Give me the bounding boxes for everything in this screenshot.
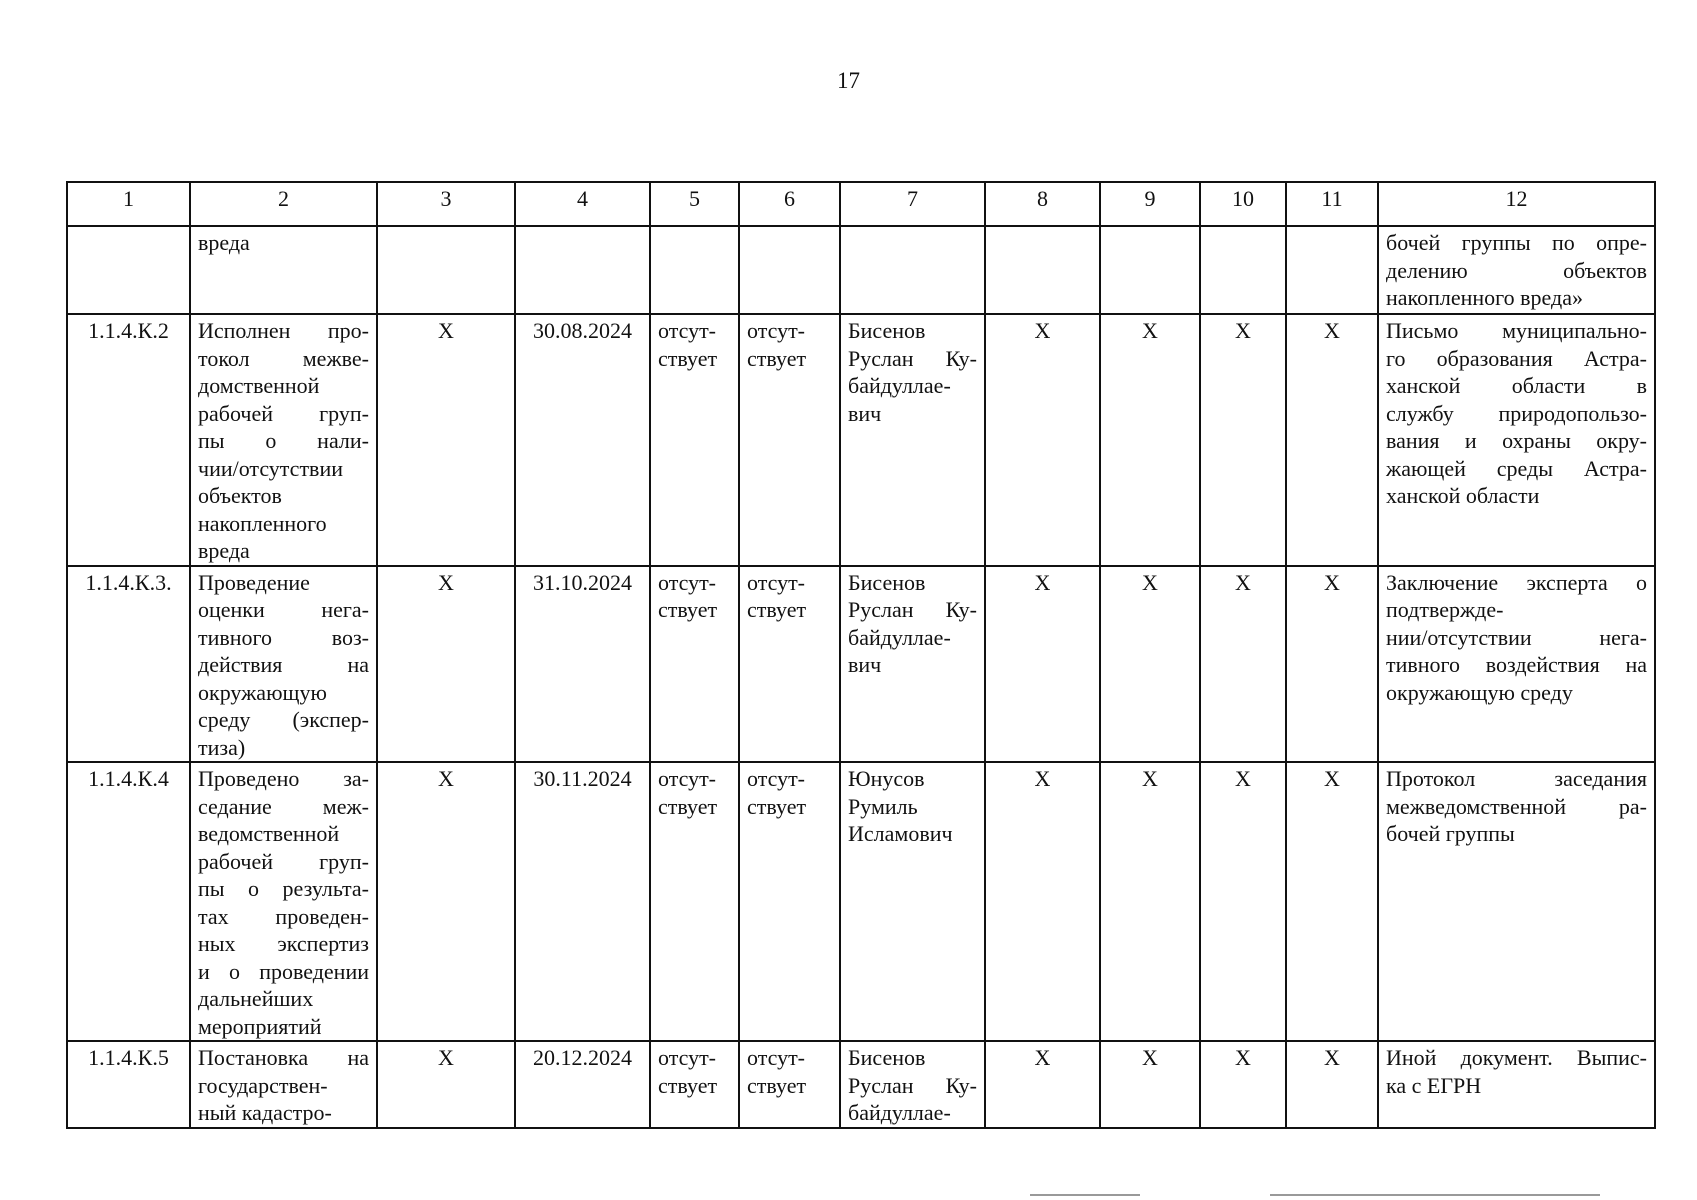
document-table xyxy=(66,181,1656,1129)
cell-line: окружающую среду xyxy=(1386,679,1573,705)
cell-line: ствует xyxy=(747,597,807,622)
cell-line: мероприятий xyxy=(198,1013,322,1039)
header-cell-3: 3 xyxy=(377,182,515,226)
cell-line: государствен- xyxy=(198,1072,328,1098)
cell-document xyxy=(1378,566,1655,763)
cell-line: Исламович xyxy=(848,821,953,846)
cell-line: чии/отсутствии xyxy=(198,455,343,481)
cell-code xyxy=(67,1041,190,1128)
cell-col10 xyxy=(1200,762,1286,1041)
cell-line: рабочей груп- xyxy=(198,848,369,874)
scan-artifact xyxy=(1270,1194,1600,1196)
cell-col10 xyxy=(1200,226,1286,314)
cell-line: ствует xyxy=(658,793,718,819)
cell-line: ствует xyxy=(747,1072,807,1098)
cell-line: седание меж- xyxy=(198,793,369,819)
header-cell-6: 6 xyxy=(739,182,840,226)
table-row xyxy=(67,566,1655,763)
cell-text: X xyxy=(1324,569,1340,595)
cell-line: Проведено за- xyxy=(198,766,369,791)
cell-text: X xyxy=(1034,766,1051,791)
cell-line: го образования Астра- xyxy=(1386,345,1647,371)
cell-line: отсут- xyxy=(747,318,806,343)
cell-line: ствует xyxy=(658,597,718,622)
cell-col5 xyxy=(650,1041,739,1128)
cell-line: накопленного xyxy=(198,510,327,536)
cell-line: Проведение xyxy=(198,569,310,595)
cell-col3 xyxy=(377,226,515,314)
cell-col6 xyxy=(739,762,840,1041)
cell-text: X xyxy=(1142,569,1158,595)
cell-col6 xyxy=(739,314,840,566)
cell-line: байдуллае- xyxy=(848,624,951,650)
cell-text: 31.10.2024 xyxy=(533,569,632,595)
cell-person xyxy=(840,1041,985,1128)
cell-line: Протокол заседания xyxy=(1386,766,1647,791)
cell-line: бочей группы по опре- xyxy=(1386,230,1647,255)
cell-date xyxy=(515,314,650,566)
cell-line: отсут- xyxy=(747,1045,806,1070)
cell-line: рабочей груп- xyxy=(198,400,369,426)
cell-text: X xyxy=(1034,569,1051,595)
cell-text: X xyxy=(1324,1045,1340,1070)
cell-document xyxy=(1378,762,1655,1041)
cell-date xyxy=(515,762,650,1041)
cell-text: X xyxy=(1235,318,1251,343)
cell-line: окружающую xyxy=(198,679,327,705)
cell-text: X xyxy=(1034,318,1051,343)
cell-line: токол межве- xyxy=(198,345,369,371)
cell-person xyxy=(840,226,985,314)
cell-person xyxy=(840,762,985,1041)
cell-line: оценки нега- xyxy=(198,597,369,622)
header-cell-5: 5 xyxy=(650,182,739,226)
cell-line: Бисенов xyxy=(848,1045,926,1070)
cell-col9 xyxy=(1100,1041,1200,1128)
cell-line: среду (экспер- xyxy=(198,707,369,732)
cell-col9 xyxy=(1100,314,1200,566)
cell-name xyxy=(190,762,377,1041)
cell-text: X xyxy=(1324,766,1340,791)
cell-line: объектов xyxy=(198,483,282,508)
cell-line: ханской области в xyxy=(1386,373,1647,398)
cell-name xyxy=(190,226,377,314)
cell-text: 1.1.4.К.2 xyxy=(88,318,169,343)
cell-line: Иной документ. Выпис- xyxy=(1386,1045,1647,1070)
cell-line: отсут- xyxy=(747,766,806,791)
cell-col5 xyxy=(650,566,739,763)
cell-line: Руслан Ку- xyxy=(848,345,977,371)
cell-line: байдуллае- xyxy=(848,1100,951,1125)
cell-col11 xyxy=(1286,1041,1378,1128)
header-cell-7: 7 xyxy=(840,182,985,226)
cell-code xyxy=(67,314,190,566)
cell-document xyxy=(1378,226,1655,314)
cell-name xyxy=(190,314,377,566)
cell-line: отсут- xyxy=(658,318,717,343)
header-cell-9: 9 xyxy=(1100,182,1200,226)
cell-line: Письмо муниципально- xyxy=(1386,318,1647,343)
cell-line: ствует xyxy=(658,345,718,371)
cell-line: отсут- xyxy=(658,766,717,791)
cell-line: Юнусов xyxy=(848,766,925,791)
cell-name xyxy=(190,566,377,763)
cell-date xyxy=(515,1041,650,1128)
cell-col11 xyxy=(1286,314,1378,566)
scan-artifact xyxy=(1030,1194,1140,1196)
cell-col5 xyxy=(650,226,739,314)
cell-line: накопленного вреда» xyxy=(1386,285,1583,310)
cell-text: X xyxy=(438,766,454,791)
cell-col9 xyxy=(1100,226,1200,314)
table-row xyxy=(67,1041,1655,1128)
cell-line: ствует xyxy=(747,793,807,819)
header-cell-10: 10 xyxy=(1200,182,1286,226)
cell-line: бочей группы xyxy=(1386,821,1515,846)
cell-line: нии/отсутствии нега- xyxy=(1386,624,1647,650)
cell-text: X xyxy=(1142,318,1158,343)
cell-col10 xyxy=(1200,314,1286,566)
cell-text: 20.12.2024 xyxy=(533,1045,632,1070)
cell-text: X xyxy=(1324,318,1340,343)
header-cell-11: 11 xyxy=(1286,182,1378,226)
header-cell-12: 12 xyxy=(1378,182,1655,226)
cell-col9 xyxy=(1100,762,1200,1041)
cell-line: ствует xyxy=(658,1072,718,1098)
cell-col3 xyxy=(377,566,515,763)
cell-line: домственной xyxy=(198,373,320,398)
cell-col5 xyxy=(650,314,739,566)
table-header-row xyxy=(67,182,1655,226)
cell-col5 xyxy=(650,762,739,1041)
cell-line: Бисенов xyxy=(848,318,926,343)
cell-line: отсут- xyxy=(658,1045,717,1070)
cell-line: пы о нали- xyxy=(198,428,369,453)
cell-text: 30.11.2024 xyxy=(533,766,632,791)
cell-text: 1.1.4.К.5 xyxy=(88,1045,169,1070)
cell-col8 xyxy=(985,1041,1100,1128)
header-cell-4: 4 xyxy=(515,182,650,226)
cell-text: X xyxy=(1034,1045,1051,1070)
cell-col3 xyxy=(377,1041,515,1128)
cell-col11 xyxy=(1286,226,1378,314)
cell-col9 xyxy=(1100,566,1200,763)
cell-text: 1.1.4.К.4 xyxy=(88,766,169,791)
cell-line: вания и охраны окру- xyxy=(1386,428,1647,453)
cell-text: X xyxy=(1235,766,1251,791)
cell-line: дальнейших xyxy=(198,986,314,1011)
cell-person xyxy=(840,314,985,566)
cell-line: ка с ЕГРН xyxy=(1386,1072,1482,1098)
cell-line: вич xyxy=(848,400,882,426)
cell-document xyxy=(1378,314,1655,566)
cell-col11 xyxy=(1286,762,1378,1041)
cell-line: Бисенов xyxy=(848,569,926,595)
cell-line: тиза) xyxy=(198,734,246,760)
cell-line: тивного воздействия на xyxy=(1386,652,1647,677)
cell-col6 xyxy=(739,226,840,314)
table-row xyxy=(67,762,1655,1041)
cell-line: отсут- xyxy=(747,569,806,595)
cell-line: Руслан Ку- xyxy=(848,1072,977,1098)
cell-line: службу природопользо- xyxy=(1386,400,1647,426)
cell-line: делению объектов xyxy=(1386,257,1647,283)
cell-line: вреда xyxy=(198,538,250,563)
cell-text: X xyxy=(438,318,454,343)
cell-date xyxy=(515,226,650,314)
cell-code xyxy=(67,566,190,763)
cell-document xyxy=(1378,1041,1655,1128)
cell-col6 xyxy=(739,1041,840,1128)
cell-line: тах проведен- xyxy=(198,903,369,929)
cell-text: X xyxy=(1142,766,1158,791)
cell-line: подтвержде- xyxy=(1386,597,1504,622)
header-cell-2: 2 xyxy=(190,182,377,226)
cell-line: действия на xyxy=(198,652,369,677)
cell-line: и о проведении xyxy=(198,958,369,984)
cell-line: межведомственной ра- xyxy=(1386,793,1647,819)
cell-col8 xyxy=(985,314,1100,566)
cell-line: ханской области xyxy=(1386,483,1540,508)
cell-line: Исполнен про- xyxy=(198,318,369,343)
table-row xyxy=(67,226,1655,314)
cell-line: вреда xyxy=(198,230,250,255)
cell-line: Постановка на xyxy=(198,1045,369,1070)
cell-code xyxy=(67,226,190,314)
header-cell-1: 1 xyxy=(67,182,190,226)
cell-line: отсут- xyxy=(658,569,717,595)
cell-name xyxy=(190,1041,377,1128)
cell-text: X xyxy=(1235,1045,1251,1070)
cell-col8 xyxy=(985,566,1100,763)
cell-col3 xyxy=(377,314,515,566)
cell-line: ный кадастро- xyxy=(198,1100,332,1125)
cell-col8 xyxy=(985,762,1100,1041)
cell-col3 xyxy=(377,762,515,1041)
cell-line: ных экспертиз xyxy=(198,931,369,956)
cell-line: ведомственной xyxy=(198,821,340,846)
header-cell-8: 8 xyxy=(985,182,1100,226)
cell-line: Руслан Ку- xyxy=(848,597,977,622)
page-number: 17 xyxy=(837,68,860,93)
cell-line: вич xyxy=(848,652,882,677)
cell-text: X xyxy=(438,1045,454,1070)
cell-text: 1.1.4.К.3. xyxy=(85,569,172,595)
cell-text: 30.08.2024 xyxy=(533,318,632,343)
cell-line: тивного воз- xyxy=(198,624,369,650)
cell-code xyxy=(67,762,190,1041)
cell-line: Румиль xyxy=(848,793,918,819)
cell-col11 xyxy=(1286,566,1378,763)
cell-col10 xyxy=(1200,1041,1286,1128)
cell-text: X xyxy=(1142,1045,1158,1070)
cell-col8 xyxy=(985,226,1100,314)
cell-line: ствует xyxy=(747,345,807,371)
cell-line: жающей среды Астра- xyxy=(1386,455,1647,481)
cell-text: X xyxy=(1235,569,1251,595)
table-row xyxy=(67,314,1655,566)
cell-line: пы о результа- xyxy=(198,876,369,901)
cell-date xyxy=(515,566,650,763)
cell-line: Заключение эксперта о xyxy=(1386,569,1647,595)
cell-text: X xyxy=(438,569,454,595)
cell-col6 xyxy=(739,566,840,763)
cell-line: байдуллае- xyxy=(848,373,951,398)
cell-person xyxy=(840,566,985,763)
cell-col10 xyxy=(1200,566,1286,763)
